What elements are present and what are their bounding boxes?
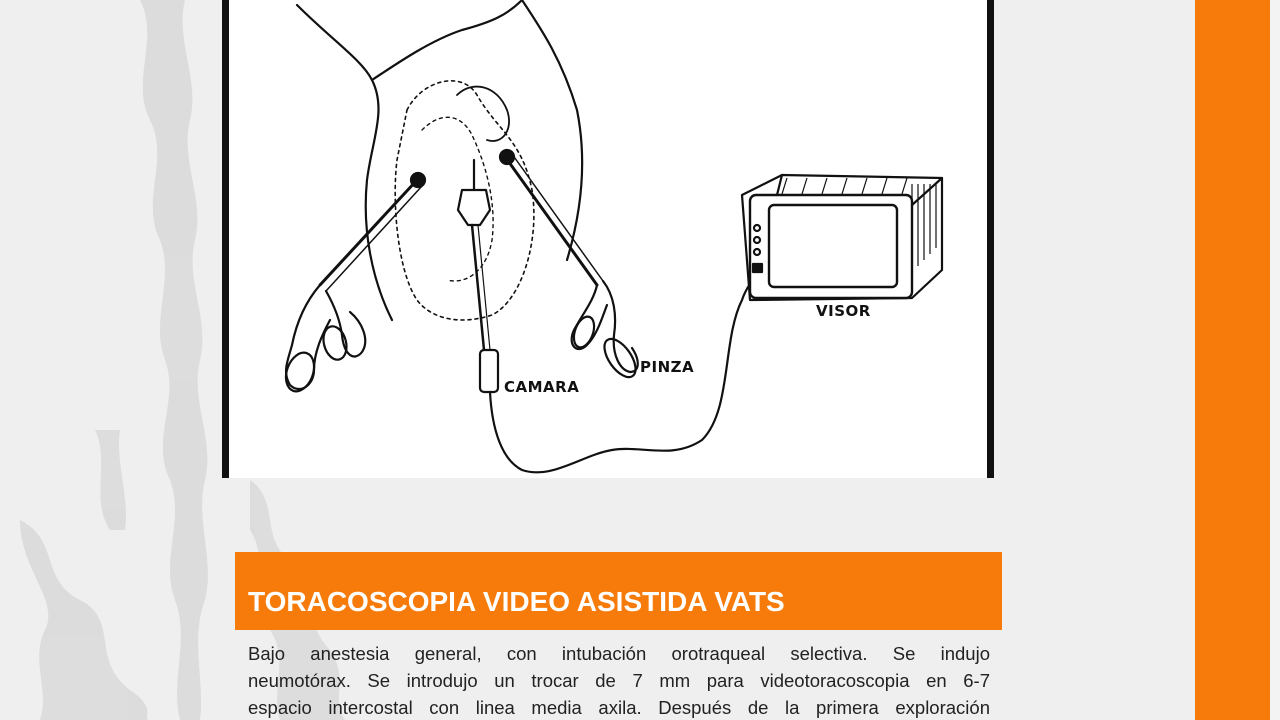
vats-illustration: [222, 0, 994, 478]
visor-label: VISOR: [816, 302, 871, 320]
camara-label: CAMARA: [504, 378, 580, 396]
body-line: neumotórax. Se introdujo un trocar de 7 mm para videotoracoscopia en 6-7: [248, 670, 990, 691]
vats-drawing: [222, 0, 994, 478]
figure-border-left: [222, 0, 229, 478]
section-title-bar: [235, 552, 1002, 630]
body-line: espacio intercostal con linea media axila. Después de la primera exploración: [248, 697, 990, 718]
body-paragraph: [248, 640, 990, 720]
figure-border-right: [987, 0, 994, 478]
body-line: Bajo anestesia general, con intubación orotraqueal selectiva. Se indujo: [248, 643, 990, 664]
slide-edge: [1270, 0, 1280, 720]
pinza-label: PINZA: [640, 358, 695, 376]
accent-sidebar: [1195, 0, 1270, 720]
section-title: TORACOSCOPIA VIDEO ASISTIDA VATS: [248, 586, 785, 617]
